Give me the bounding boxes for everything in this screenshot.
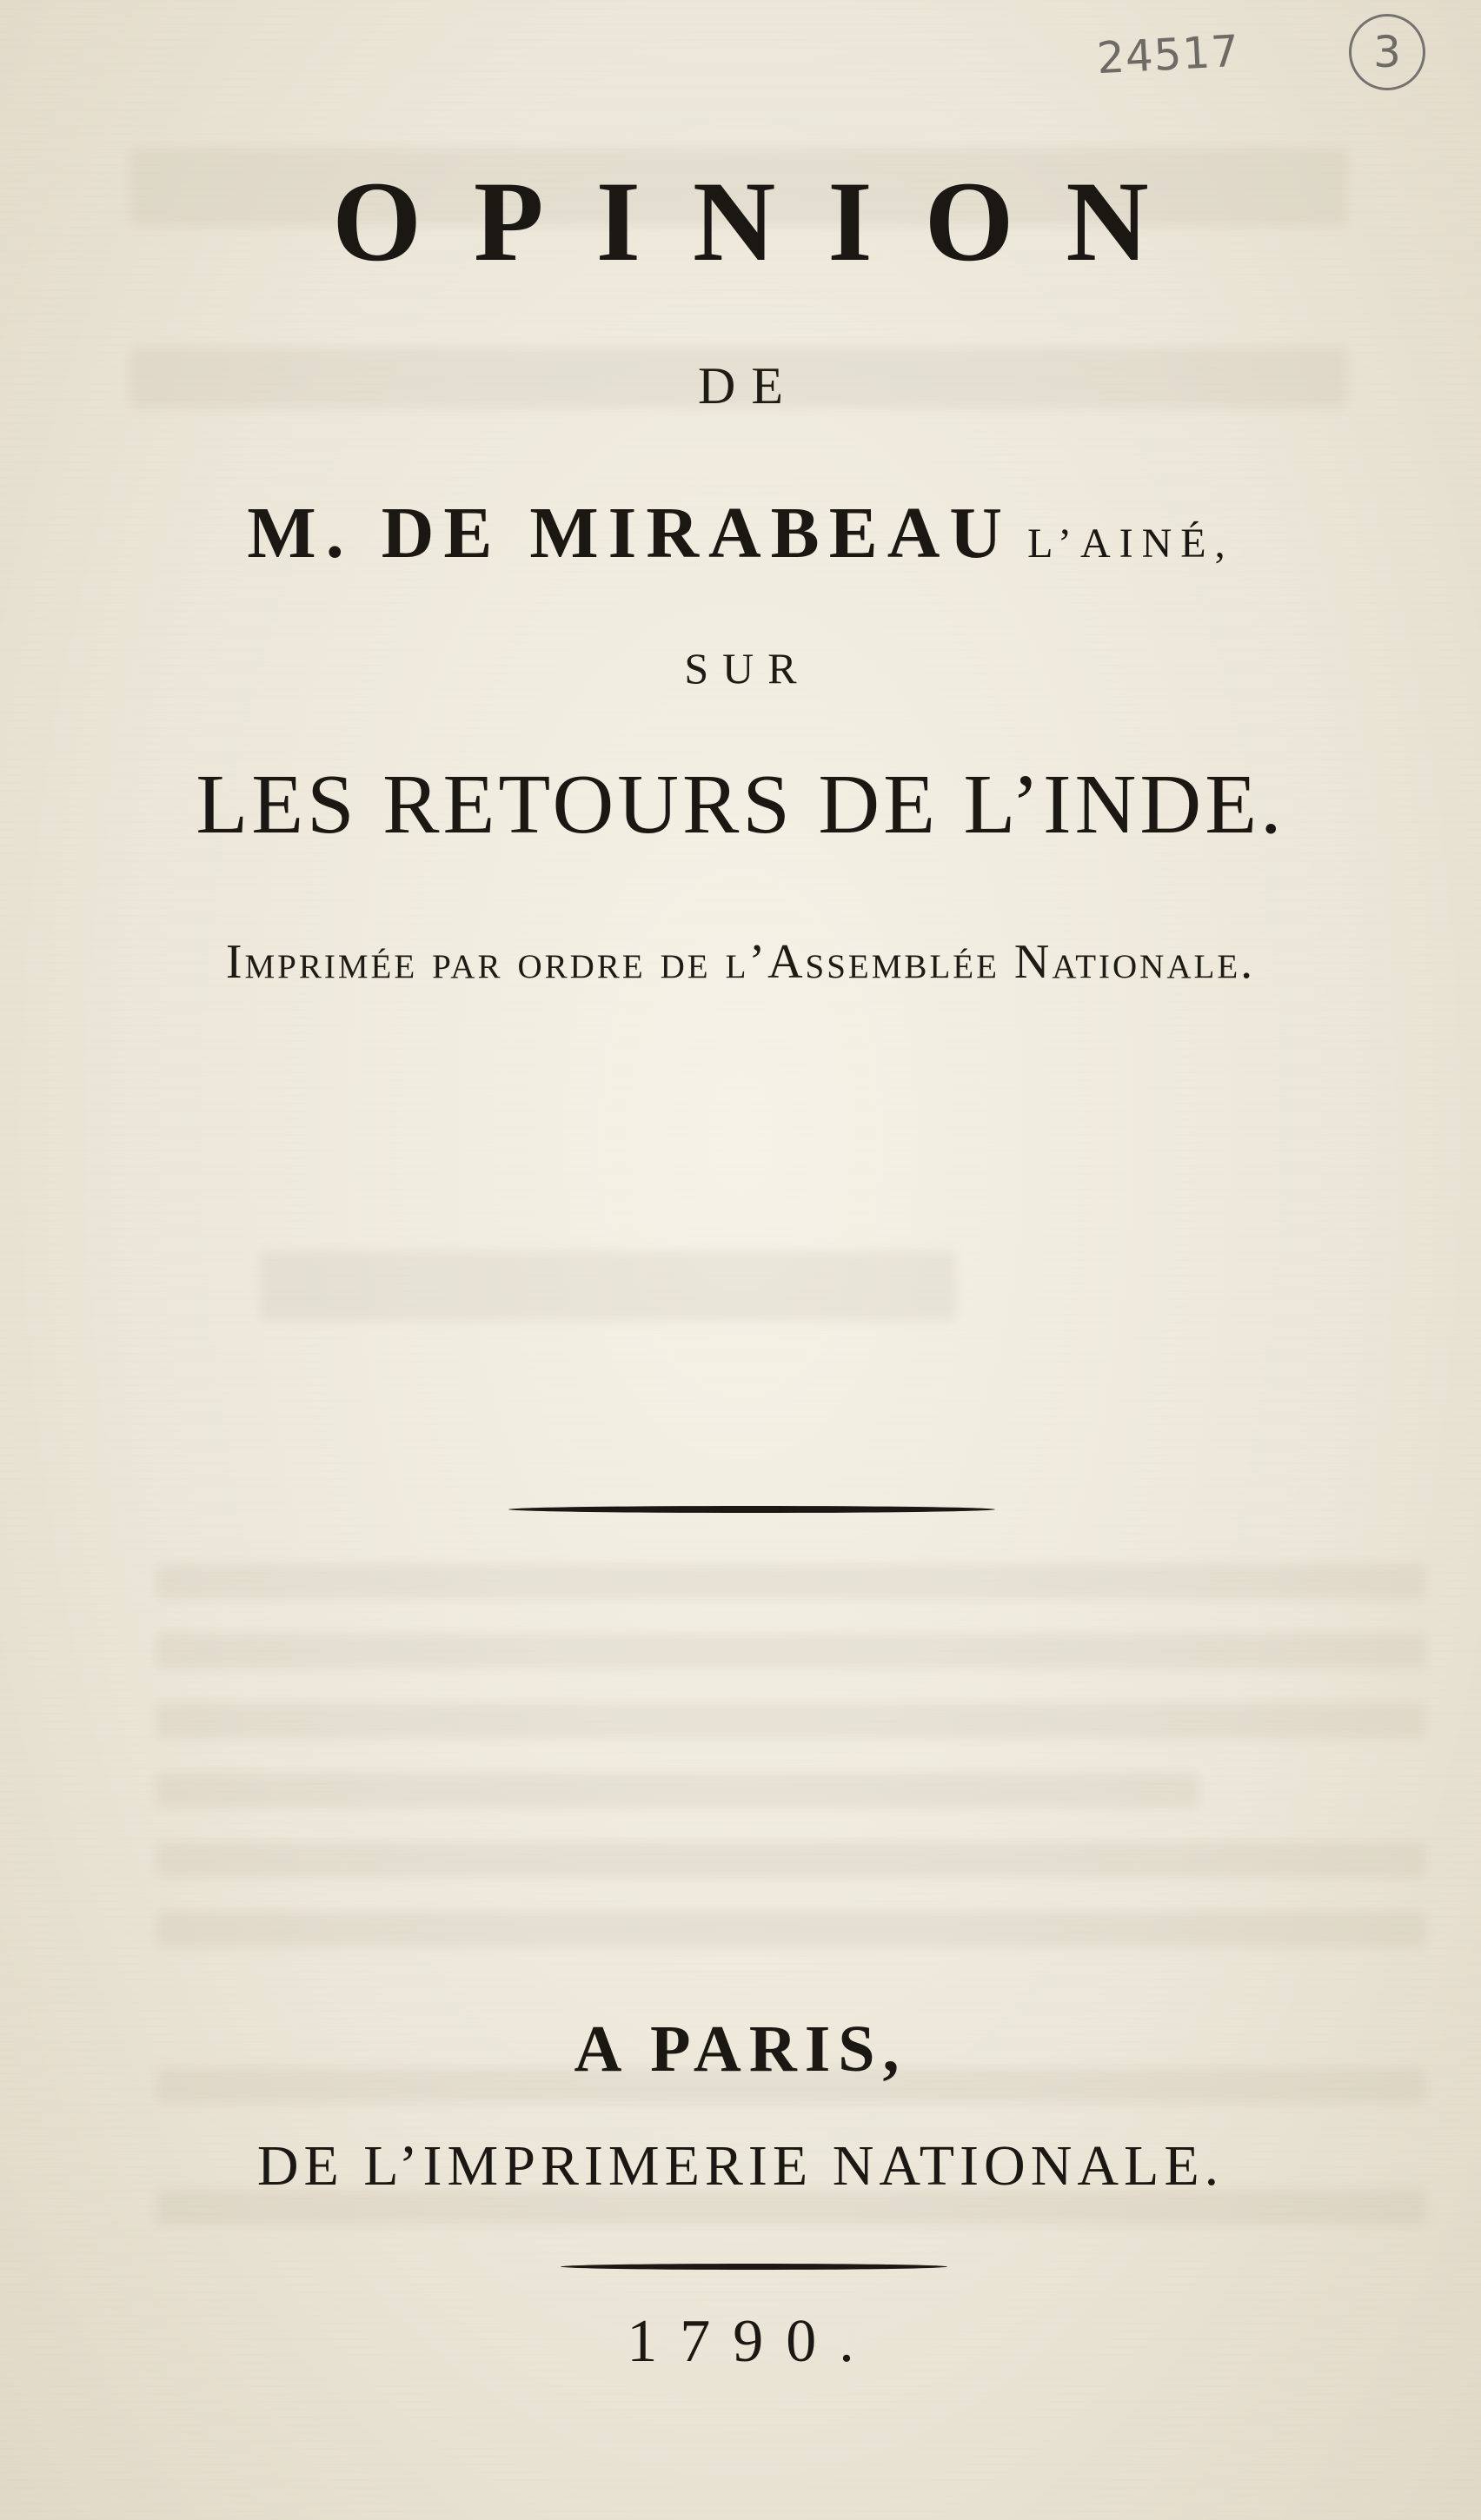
title-de: DE bbox=[698, 357, 799, 414]
shelfmark-handwritten: 24517 bbox=[1095, 25, 1241, 84]
author-name: M. DE MIRABEAU bbox=[247, 493, 1013, 574]
page-number-circled: 3 bbox=[1349, 14, 1425, 90]
imprint-city: A PARIS, bbox=[574, 2013, 907, 2086]
author-suffix: L’AINÉ, bbox=[1027, 521, 1234, 567]
title-opinion: OPINION bbox=[332, 157, 1201, 285]
ornamental-rule-lower bbox=[561, 2264, 947, 2270]
title-sur: SUR bbox=[684, 644, 811, 693]
imprint-year: 1790. bbox=[627, 2308, 877, 2375]
ornamental-rule-upper bbox=[508, 1506, 995, 1513]
subject-title: LES RETOURS DE L’INDE. bbox=[196, 758, 1285, 852]
author-line bbox=[0, 491, 1481, 575]
imprint-printer: DE L’IMPRIMERIE NATIONALE. bbox=[256, 2134, 1225, 2198]
printed-by-order: Imprimée par ordre de l’Assemblée Nationale. bbox=[225, 935, 1256, 989]
